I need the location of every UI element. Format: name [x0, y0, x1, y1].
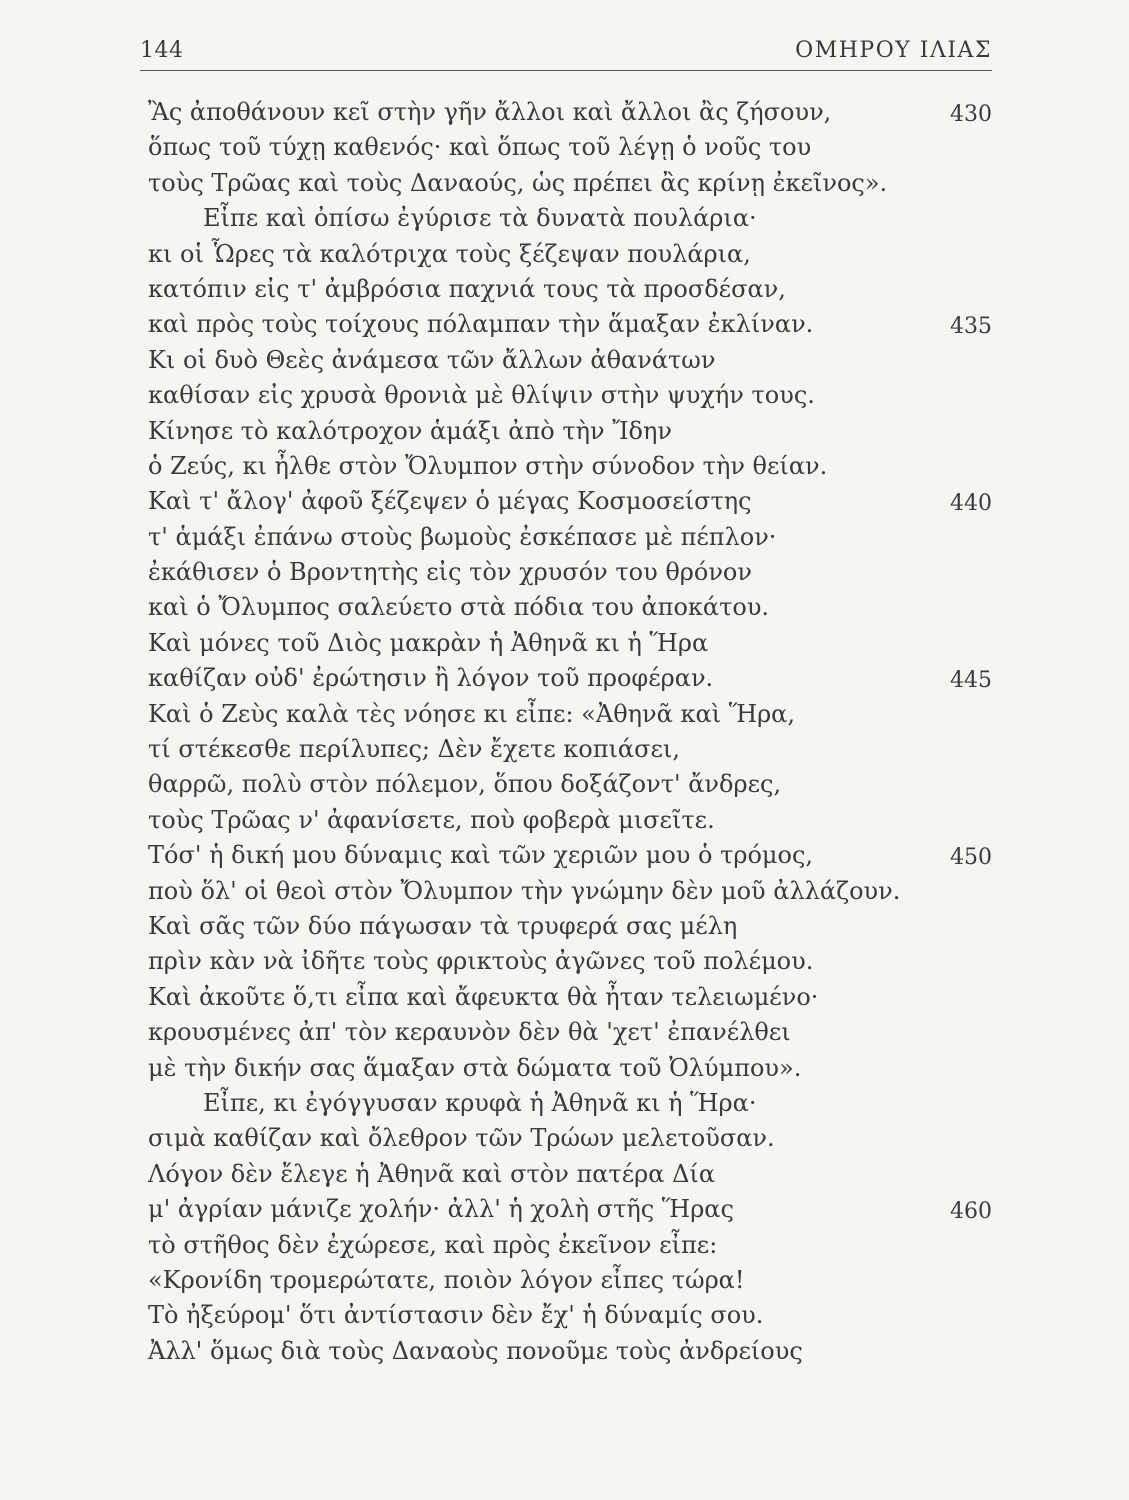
verse-text: θαρρῶ, πολὺ στὸν πόλεμον, ὅπου δοξάζοντ' ἄνδρες,	[148, 770, 782, 799]
verse-text: καθίσαν εἰς χρυσὰ θρονιὰ μὲ θλίψιν στὴν ψυχήν τους.	[148, 381, 815, 410]
verse-line	[148, 980, 992, 1015]
verse-line	[148, 555, 992, 590]
verse-line	[148, 237, 992, 272]
verse-line	[148, 414, 992, 449]
verse-text: Τὸ ἠξεύρομ' ὅτι ἀντίστασιν δὲν ἔχ' ἡ δύναμίς σου.	[148, 1301, 764, 1330]
verse-text: Καὶ μόνες τοῦ Διὸς μακρὰν ἡ Ἀθηνᾶ κι ἡ Ἥρα	[148, 628, 709, 657]
verse-line	[148, 874, 992, 909]
verse-text: Κίνησε τὸ καλότροχον ἁμάξι ἀπὸ τὴν Ἴδην	[148, 416, 672, 445]
verse-line	[148, 1298, 992, 1333]
verse-text: καὶ ὁ Ὄλυμπος σαλεύετο στὰ πόδια του ἀποκάτου.	[148, 593, 770, 622]
verse-line	[148, 1192, 992, 1227]
line-number: 435	[950, 314, 992, 340]
verse-line	[148, 1334, 992, 1369]
verse-line	[148, 944, 992, 979]
verse-line	[148, 1015, 992, 1050]
page-number: 144	[140, 38, 184, 63]
verse-text: σιμὰ καθίζαν καὶ ὄλεθρον τῶν Τρώων μελετοῦσαν.	[148, 1124, 775, 1153]
verse-line	[148, 626, 992, 661]
verse-text: τοὺς Τρῶας καὶ τοὺς Δαναούς, ὡς πρέπει ἂς κρίνῃ ἐκεῖνος».	[148, 168, 888, 197]
verse-text: κατόπιν εἰς τ' ἀμβρόσια παχνιά τους τὰ προσδέσαν,	[148, 274, 786, 303]
line-number: 460	[950, 1199, 992, 1225]
verse-line	[148, 1051, 992, 1086]
verse-line	[148, 590, 992, 625]
verse-line	[148, 343, 992, 378]
verse-line	[148, 272, 992, 307]
verse-text: καθίζαν οὐδ' ἐρώτησιν ἢ λόγον τοῦ προφέραν.	[148, 664, 714, 693]
verse-text: Καὶ ἀκοῦτε ὅ,τι εἶπα καὶ ἄφευκτα θὰ ἦταν τελειωμένο·	[148, 982, 819, 1011]
verse-line	[148, 803, 992, 838]
verse-text: κι οἱ Ὧρες τὰ καλότριχα τοὺς ξέζεψαν πουλάρια,	[148, 239, 751, 268]
verse-text: Λόγον δὲν ἔλεγε ἡ Ἀθηνᾶ καὶ στὸν πατέρα Δία	[148, 1159, 716, 1188]
verse-line	[148, 307, 992, 342]
verse-text: Κι οἱ δυὸ Θεὲς ἀνάμεσα τῶν ἄλλων ἀθανάτων	[148, 345, 716, 374]
verse-text: Καὶ ὁ Ζεὺς καλὰ τὲς νόησε κι εἶπε: «Ἀθηνᾶ καὶ Ἥρα,	[148, 699, 796, 728]
verse-text: τὸ στῆθος δὲν ἐχώρεσε, καὶ πρὸς ἐκεῖνον εἶπε:	[148, 1230, 718, 1259]
verse-text: Ἂς ἀποθάνουν κεῖ στὴν γῆν ἄλλοι καὶ ἄλλοι ἂς ζήσουν,	[148, 98, 832, 126]
verse-text: «Κρονίδη τρομερώτατε, ποιὸν λόγον εἶπες τώρα!	[148, 1265, 745, 1294]
verse-line	[148, 1121, 992, 1156]
verse-text: Καὶ σᾶς τῶν δύο πάγωσαν τὰ τρυφερά σας μέλη	[148, 911, 738, 940]
header-rule	[140, 70, 992, 71]
line-number: 450	[950, 845, 992, 871]
verse-text: πρὶν κὰν νὰ ἰδῆτε τοὺς φρικτοὺς ἀγῶνες τοῦ πολέμου.	[148, 947, 814, 976]
verse-text: ὅπως τοῦ τύχῃ καθενός· καὶ ὅπως τοῦ λέγῃ ὁ νοῦς του	[148, 133, 812, 162]
verse-line	[148, 201, 992, 236]
verse-line	[148, 697, 992, 732]
verse-line	[148, 484, 992, 519]
verse-line	[148, 732, 992, 767]
line-number: 440	[950, 491, 992, 517]
verse-line	[148, 378, 992, 413]
verse-text: ἐκάθισεν ὁ Βροντητὴς εἰς τὸν χρυσόν του θρόνον	[148, 558, 752, 587]
line-number: 445	[950, 668, 992, 694]
verse-line	[148, 166, 992, 201]
verse-line	[148, 1157, 992, 1192]
verse-line	[148, 1086, 992, 1121]
verse-line	[148, 767, 992, 802]
verse-text: μὲ τὴν δικήν σας ἅμαξαν στὰ δώματα τοῦ Ὀλύμπου».	[148, 1053, 802, 1082]
verse-text: Τόσ' ἡ δική μου δύναμις καὶ τῶν χεριῶν μου ὁ τρόμος,	[148, 841, 814, 870]
verse-line	[148, 838, 992, 873]
verse-line	[148, 449, 992, 484]
verse-text: τοὺς Τρῶας ν' ἀφανίσετε, ποὺ φοβερὰ μισεῖτε.	[148, 805, 715, 834]
verse-list	[148, 95, 992, 1369]
verse-text: καὶ πρὸς τοὺς τοίχους πόλαμπαν τὴν ἅμαξαν ἐκλίναν.	[148, 310, 814, 339]
verse-line	[148, 909, 992, 944]
verse-text: Ἀλλ' ὅμως διὰ τοὺς Δαναοὺς πονοῦμε τοὺς ἀνδρείους	[148, 1336, 803, 1365]
verse-text: κρουσμένες ἀπ' τὸν κεραυνὸν δὲν θὰ 'χετ' ἐπανέλθει	[148, 1018, 791, 1047]
verse-text: τ' ἁμάξι ἐπάνω στοὺς βωμοὺς ἐσκέπασε μὲ πέπλον·	[148, 522, 777, 551]
line-number: 430	[950, 102, 992, 127]
verse-line	[148, 1263, 992, 1298]
verse-text: Εἶπε καὶ ὀπίσω ἐγύρισε τὰ δυνατὰ πουλάρια·	[203, 204, 757, 233]
verse-text: τί στέκεσθε περίλυπες; Δὲν ἔχετε κοπιάσει,	[148, 735, 680, 764]
page-header	[140, 38, 992, 68]
running-title: ΟΜΗΡΟΥ ΙΛΙΑΣ	[795, 38, 992, 63]
verse-text: ὁ Ζεύς, κι ἦλθε στὸν Ὄλυμπον στὴν σύνοδον τὴν θείαν.	[148, 451, 828, 480]
verse-line	[148, 520, 992, 555]
verse-line	[148, 1228, 992, 1263]
verse-line	[148, 661, 992, 696]
verse-text: ποὺ ὅλ' οἱ θεοὶ στὸν Ὄλυμπον τὴν γνώμην δὲν μοῦ ἀλλάζουν.	[148, 876, 901, 905]
verse-text: μ' ἀγρίαν μάνιζε χολήν· ἀλλ' ἡ χολὴ στῆς Ἥρας	[148, 1195, 734, 1224]
verse-text: Εἶπε, κι ἐγόγγυσαν κρυφὰ ἡ Ἀθηνᾶ κι ἡ Ἥρα·	[203, 1088, 757, 1117]
verse-line	[148, 95, 992, 130]
verse-text: Καὶ τ' ἄλογ' ἀφοῦ ξέζεψεν ὁ μέγας Κοσμοσείστης	[148, 487, 752, 516]
verse-line	[148, 130, 992, 165]
